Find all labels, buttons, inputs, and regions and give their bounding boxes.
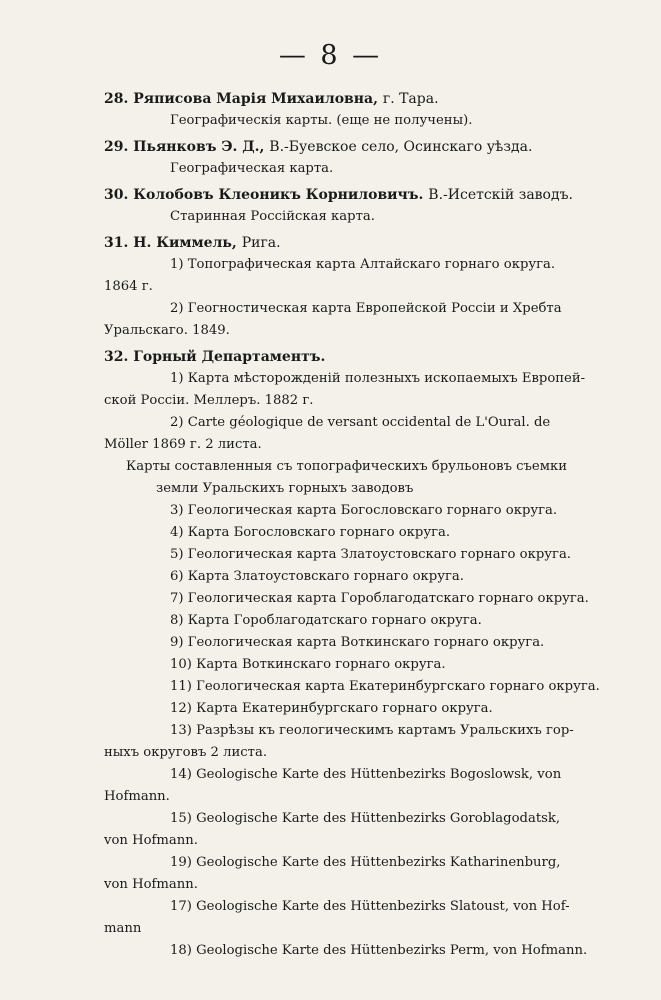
entry-name: Ряписова Марія Михаиловна, xyxy=(133,91,378,107)
entry-item-continued: Уральскаго. 1849. xyxy=(104,323,230,338)
entry-item-continued: Hofmann. xyxy=(104,789,170,804)
entry-place: В.-Исетскій заводъ. xyxy=(428,187,573,203)
entry-28-heading xyxy=(104,88,624,110)
entry-place: В.-Буевское село, Осинскаго уѣзда. xyxy=(269,139,533,155)
entry-name: Горный Департаментъ. xyxy=(133,349,326,365)
document-body xyxy=(104,88,624,962)
entry-number: 29. xyxy=(104,139,129,155)
entry-30-heading xyxy=(104,184,624,206)
entry-item-continued: von Hofmann. xyxy=(104,833,198,848)
entry-name: Пьянковъ Э. Д., xyxy=(133,139,265,155)
entry-item: 6) Карта Златоустовскаго горнаго округа. xyxy=(170,569,464,584)
entry-item: 19) Geologische Karte des Hüttenbezirks Katharinenburg, xyxy=(170,855,561,870)
page-number: — 8 — xyxy=(278,40,383,71)
entry-item: 5) Геологическая карта Златоустовскаго горнаго округа. xyxy=(170,547,571,562)
entry-item-continued: ныхъ округовъ 2 листа. xyxy=(104,745,268,760)
entry-item: 4) Карта Богословскаго горнаго округа. xyxy=(170,525,451,540)
entry-item: 1) Топографическая карта Алтайскаго горнаго округа. xyxy=(170,257,556,272)
entry-item: 15) Geologische Karte des Hüttenbezirks Goroblagodatsk, xyxy=(170,811,561,826)
entry-item-continued: Möller 1869 г. 2 листа. xyxy=(104,437,262,452)
entry-item: Географическія карты. (еще не получены). xyxy=(170,113,473,128)
entry-item: Старинная Россійская карта. xyxy=(170,209,375,224)
entry-item: 18) Geologische Karte des Hüttenbezirks Perm, von Hofmann. xyxy=(170,943,588,958)
subsection-heading-continued: земли Уральскихъ горныхъ заводовъ xyxy=(156,481,414,496)
entry-name: Н. Киммель, xyxy=(133,235,237,251)
entry-place: Рига. xyxy=(241,235,281,251)
subsection-heading: Карты составленныя съ топографическихъ брульоновъ съемки xyxy=(126,459,568,474)
entry-number: 30. xyxy=(104,187,129,203)
entry-item-continued: ской Россіи. Меллеръ. 1882 г. xyxy=(104,393,314,408)
entry-item: 1) Карта мѣсторожденій полезныхъ ископаемыхъ Европей- xyxy=(170,371,586,386)
entry-item: 9) Геологическая карта Воткинскаго горнаго округа. xyxy=(170,635,545,650)
entry-31-heading xyxy=(104,232,624,254)
entry-number: 28. xyxy=(104,91,129,107)
entry-item-continued: 1864 г. xyxy=(104,279,153,294)
entry-item: 8) Карта Гороблагодатскаго горнаго округа. xyxy=(170,613,482,628)
entry-item: 11) Геологическая карта Екатеринбургскаго горнаго округа. xyxy=(170,679,600,694)
entry-item: 12) Карта Екатеринбургскаго горнаго округа. xyxy=(170,701,493,716)
entry-item: 2) Геогностическая карта Европейской Россіи и Хребта xyxy=(170,301,562,316)
entry-place: г. Тара. xyxy=(382,91,439,107)
entry-number: 31. xyxy=(104,235,129,251)
entry-number: 32. xyxy=(104,349,129,365)
entry-name: Колобовъ Клеоникъ Корниловичъ. xyxy=(133,187,424,203)
entry-item: 7) Геологическая карта Гороблагодатскаго горнаго округа. xyxy=(170,591,589,606)
entry-item: 10) Карта Воткинскаго горнаго округа. xyxy=(170,657,446,672)
entry-item-continued: mann xyxy=(104,921,142,936)
entry-item-continued: von Hofmann. xyxy=(104,877,198,892)
entry-item: 14) Geologische Karte des Hüttenbezirks Bogoslowsk, von xyxy=(170,767,562,782)
entry-item: Географическая карта. xyxy=(170,161,334,176)
entry-item: 3) Геологическая карта Богословскаго горнаго округа. xyxy=(170,503,558,518)
entry-32-heading xyxy=(104,346,624,368)
entry-29-heading xyxy=(104,136,624,158)
entry-item: 2) Carte géologique de versant occidental de L'Oural. de xyxy=(170,415,551,430)
entry-item: 13) Разрѣзы къ геологическимъ картамъ Уральскихъ гор- xyxy=(170,723,574,738)
entry-item: 17) Geologische Karte des Hüttenbezirks Slatoust, von Hof- xyxy=(170,899,570,914)
